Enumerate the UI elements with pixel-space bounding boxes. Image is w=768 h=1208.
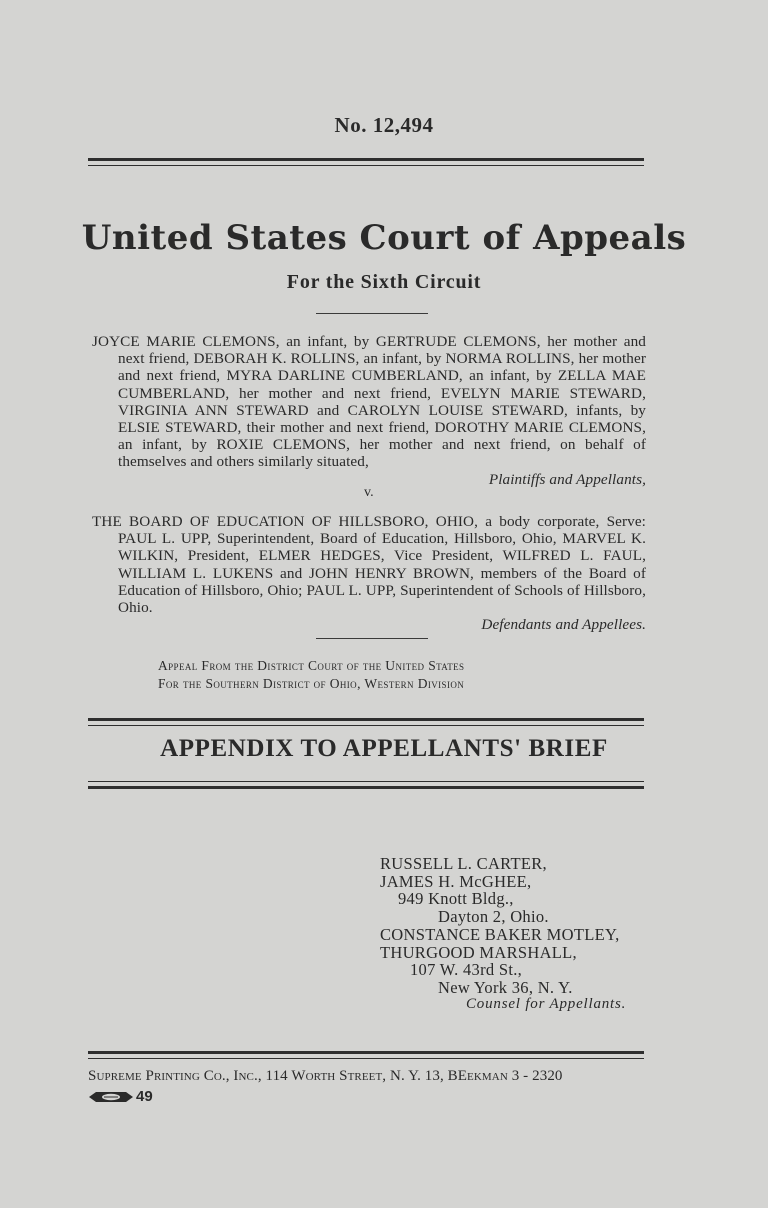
counsel-role: Counsel for Appellants. [466, 996, 627, 1012]
counsel-name: RUSSELL L. CARTER, [380, 854, 547, 873]
union-bug-icon [88, 1089, 134, 1105]
appeal-from-line2: For the Southern District of Ohio, Western Division [158, 675, 465, 691]
court-name: United States Court of Appeals [81, 218, 687, 258]
title-rule-thick-bottom [88, 786, 644, 789]
plaintiffs-block [92, 333, 646, 488]
circuit-name: For the Sixth Circuit [286, 271, 482, 293]
defendants-role: Defendants and Appellees. [481, 616, 646, 634]
defendants-text: THE BOARD OF EDUCATION OF HILLSBORO, OHIO, a body corporate, Serve: PAUL L. UPP, Superintendent, Board of Education, Hillsboro, Ohio, MARVEL K. WILKIN, President, ELMER HEDGES, Vice President, WILFRED L. FAUL, WILLIAM L. LUKENS and JOHN HENRY BROWN, members of the Board of Education of Hillsboro, Ohio; PAUL L. UPP, Superintendent of Schools of Hillsboro, Ohio. [92, 513, 646, 617]
printer-imprint: Supreme Printing Co., Inc., 114 Worth Street, N. Y. 13, BEekman 3 - 2320 [88, 1068, 563, 1084]
section-divider [316, 638, 428, 639]
defendants-block [92, 513, 646, 633]
section-divider [316, 313, 428, 314]
union-number: 49 [136, 1088, 153, 1105]
appeal-from-line1: Appeal From the District Court of the United States [158, 658, 465, 673]
title-rule-thin-top [88, 725, 644, 726]
versus: v. [364, 485, 374, 500]
counsel-group-1 [380, 855, 549, 925]
top-rule-thin [88, 165, 644, 166]
plaintiffs-text: JOYCE MARIE CLEMONS, an infant, by GERTRUDE CLEMONS, her mother and next friend, DEBORAH K. ROLLINS, an infant, by NORMA ROLLINS, her mother and next friend, MYRA DARLINE CUMBERLAND, an infant, by ZELLA MAE CUMBERLAND, her mother and next friend, EVELYN MARIE STEWARD, VIRGINIA ANN STEWARD and CAROLYN LOUISE STEWARD, infants, by ELSIE STEWARD, their mother and next friend, DOROTHY MARIE CLEMONS, an infant, by ROXIE CLEMONS, her mother and next friend, on behalf of themselves and others similarly situated, [92, 333, 646, 471]
counsel-name: JAMES H. McGHEE, [380, 871, 532, 891]
case-number: No. 12,494 [334, 113, 434, 137]
counsel-address: New York 36, N. Y. [438, 977, 573, 997]
document-title: APPENDIX TO APPELLANTS' BRIEF [160, 735, 608, 762]
counsel-group-2 [380, 926, 620, 996]
footer-rule-thick [88, 1051, 644, 1054]
title-rule-thin-bottom [88, 781, 644, 782]
appeal-from [158, 657, 464, 692]
counsel-address: 107 W. 43rd St., [410, 960, 523, 979]
counsel-address: Dayton 2, Ohio. [438, 906, 549, 926]
title-rule-thick-top [88, 718, 644, 721]
footer-rule-thin [88, 1058, 644, 1059]
top-rule-thick [88, 158, 644, 161]
counsel-name: THURGOOD MARSHALL, [380, 942, 577, 962]
counsel-name: CONSTANCE BAKER MOTLEY, [380, 925, 620, 944]
plaintiffs-role: Plaintiffs and Appellants, [488, 470, 646, 488]
counsel-address: 949 Knott Bldg., [398, 889, 514, 908]
union-label [88, 1088, 153, 1105]
